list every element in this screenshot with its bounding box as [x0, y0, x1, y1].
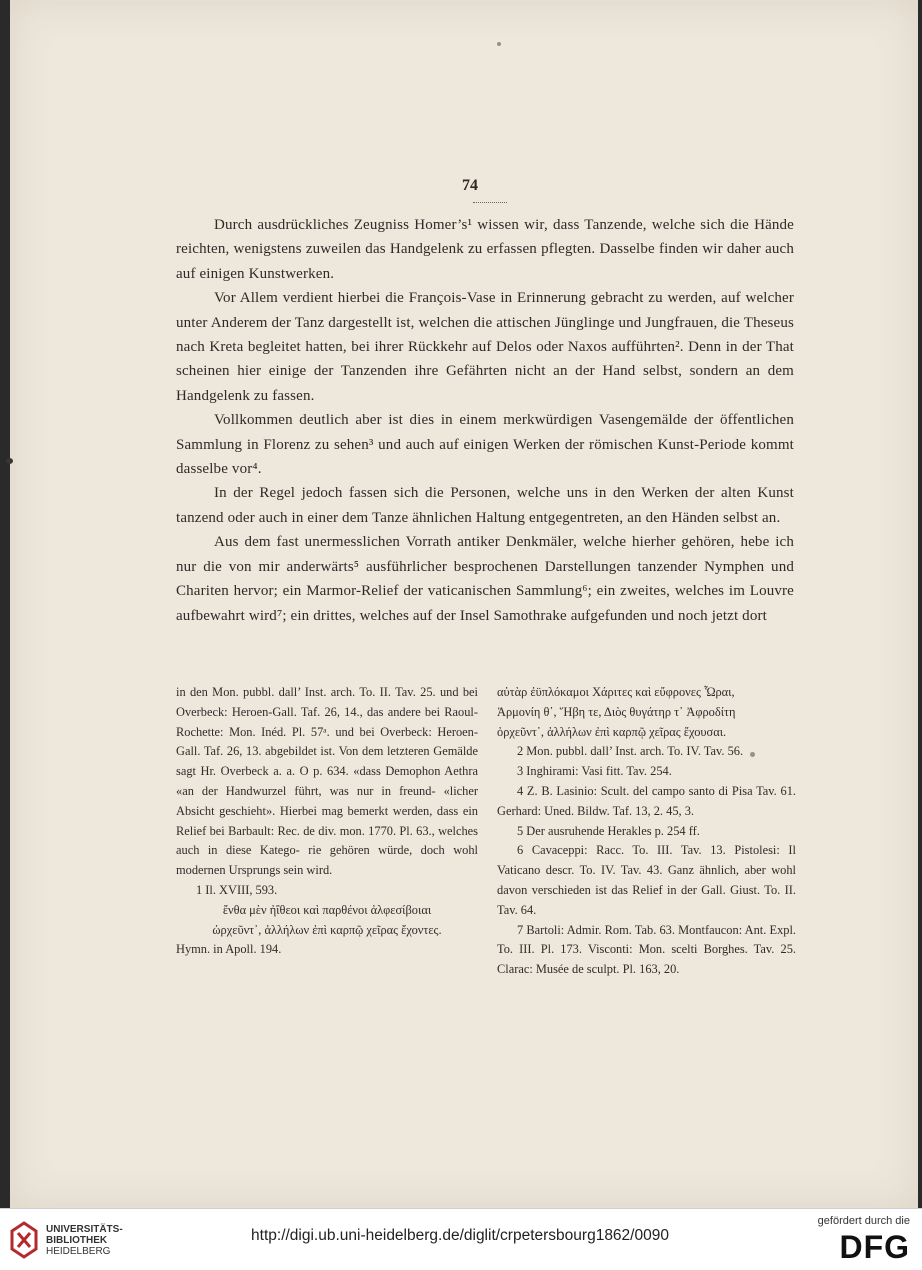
paragraph: Vor Allem verdient hierbei die François-Vase in Erinnerung gebracht zu werden, auf welcher unter Anderem der Tanz dargestellt ist, welchen die attischen Jünglinge und Jungfrauen, die Theseus nach Kreta begleitet hatten, bei ihrer Rückkehr auf Delos oder Naxos aufführten². Denn in der That scheinen hier einige der Tanzenden ihre Gefährten nicht an der Hand selbst, sondern an dem Handgelenk zu fassen. — [176, 290, 794, 404]
greek-verse: Ἁρμονίη θ᾽, Ἥβη τε, Διὸς θυγάτηρ τ᾽ Ἀφροδίτη — [497, 704, 736, 719]
footnote: 2 Mon. pubbl. dall’ Inst. arch. To. IV. Tav. 56. — [517, 744, 744, 759]
page-number: 74 — [462, 177, 478, 194]
footnote: 5 Der ausruhende Herakles p. 254 ff. — [517, 823, 700, 838]
footnotes-right-column — [497, 683, 796, 980]
library-name — [46, 1224, 123, 1257]
footnote: 3 Inghirami: Vasi fitt. Tav. 254. — [517, 764, 672, 779]
library-logo-icon — [10, 1221, 38, 1259]
margin-mark — [6, 458, 13, 464]
footnote: Hymn. in Apoll. 194. — [176, 942, 282, 957]
paper-speck — [497, 42, 501, 46]
library-name-line: BIBLIOTHEK — [46, 1234, 108, 1246]
greek-verse: ὀρχεῦντ᾽, ἀλλήλων ἐπὶ καρπῷ χεῖρας ἔχουσαι. — [497, 724, 727, 739]
footnote-continuation: in den Mon. pubbl. dall’ Inst. arch. To. II. Tav. 25. und bei Overbeck: Heroen-Gall. Taf. 26, 14., das andere bei Raoul-Rochette: Mon. Inéd. Pl. 57ᵃ. und bei Overbeck: Heroen-Gall. Taf. 26, 13. abgebildet ist. Von dem letzteren Gemälde sagt Hr. Overbeck a. a. O p. 634. «dass Demophon Aethra «an der Handwurzel führt, was nur in freund- «licher Absicht geschieht». Hierbei mag bemerkt werden, dass ein Relief bei Barbault: Rec. de div. mon. 1770. Pl. 63., welches auch in diese Katego- rie gehören würde, doch wohl modernen Ursprungs sein wird. — [176, 685, 478, 878]
paragraph: Durch ausdrückliches Zeugniss Homer’s¹ wissen wir, dass Tanzende, welche sich die Hände reichten, wenigstens zuweilen das Handgelenk zu erfassen pflegten. Dasselbe finden wir daher auch auf einigen Kunstwerken. — [176, 217, 794, 282]
footnote: 1 Il. XVIII, 593. — [196, 882, 278, 897]
library-name-line: UNIVERSITÄTS- — [46, 1223, 123, 1235]
main-text — [176, 213, 794, 628]
paragraph: In der Regel jedoch fassen sich die Personen, welche uns in den Werken der alten Kunst tanzend oder auch in einer dem Tanze ähnlichen Haltung entgegentreten, an den Händen selbst an. — [176, 485, 794, 526]
university-library-logo[interactable] — [10, 1221, 123, 1259]
footnote: 6 Cavaceppi: Racc. To. III. Tav. 13. Pistolesi: Il Vaticano descr. To. IV. Tav. 43. Ganz ähnlich, aber wohl davon verschieden ist das Relief in der Gall. Giust. To. II. Tav. 64. — [497, 843, 796, 917]
greek-verse: ἔνθα μὲν ἠΐθεοι καὶ παρθένοι ἀλφεσίβοιαι — [222, 902, 432, 917]
funder-caption: gefördert durch die — [817, 1215, 910, 1227]
footnotes-left-column — [176, 683, 478, 960]
dfg-logo-icon: DFG — [839, 1229, 910, 1265]
library-name-line: HEIDELBERG — [46, 1245, 111, 1257]
viewer-footer — [0, 1208, 922, 1270]
footnote: 4 Z. B. Lasinio: Scult. del campo santo di Pisa Tav. 61. Gerhard: Uned. Bildw. Taf. 13, 2. 45, 3. — [497, 783, 796, 818]
greek-verse: αὐτὰρ ἐϋπλόκαμοι Χάριτες καὶ εὔφρονες Ὧραι, — [497, 685, 735, 699]
scanned-page — [10, 0, 918, 1208]
paragraph: Aus dem fast unermesslichen Vorrath antiker Denkmäler, welche hierher gehören, hebe ich nur die von mir anderwärts⁵ ausführlicher besprochenen Darstellungen tanzender Nymphen und Chariten hervor; ein Marmor-Relief der vaticanischen Sammlung⁶; ein zweites, welches im Louvre aufbewahrt wird⁷; ein drittes, welches auf der Insel Samothrake aufgefunden und noch jetzt dort — [176, 534, 794, 624]
footnote: 7 Bartoli: Admir. Rom. Tab. 63. Montfaucon: Ant. Expl. To. III. Pl. 173. Visconti: Mon. scelti Borghes. Tav. 25. Clarac: Musée de sculpt. Pl. 163, 20. — [497, 922, 796, 977]
page-number-ornament — [473, 198, 507, 203]
permalink-url[interactable]: http://digi.ub.uni-heidelberg.de/diglit/crpetersbourg1862/0090 — [251, 1227, 669, 1244]
greek-verse: ὠρχεῦντ᾽, ἀλλήλων ἐπὶ καρπῷ χεῖρας ἔχοντες. — [212, 922, 442, 937]
funder-logo[interactable] — [818, 1215, 910, 1263]
paragraph: Vollkommen deutlich aber ist dies in einem merkwürdigen Vasengemälde der öffentlichen Sammlung in Florenz zu sehen³ und auch auf einigen Werken der römischen Kunst-Periode kommt dasselbe vor⁴. — [176, 412, 794, 478]
